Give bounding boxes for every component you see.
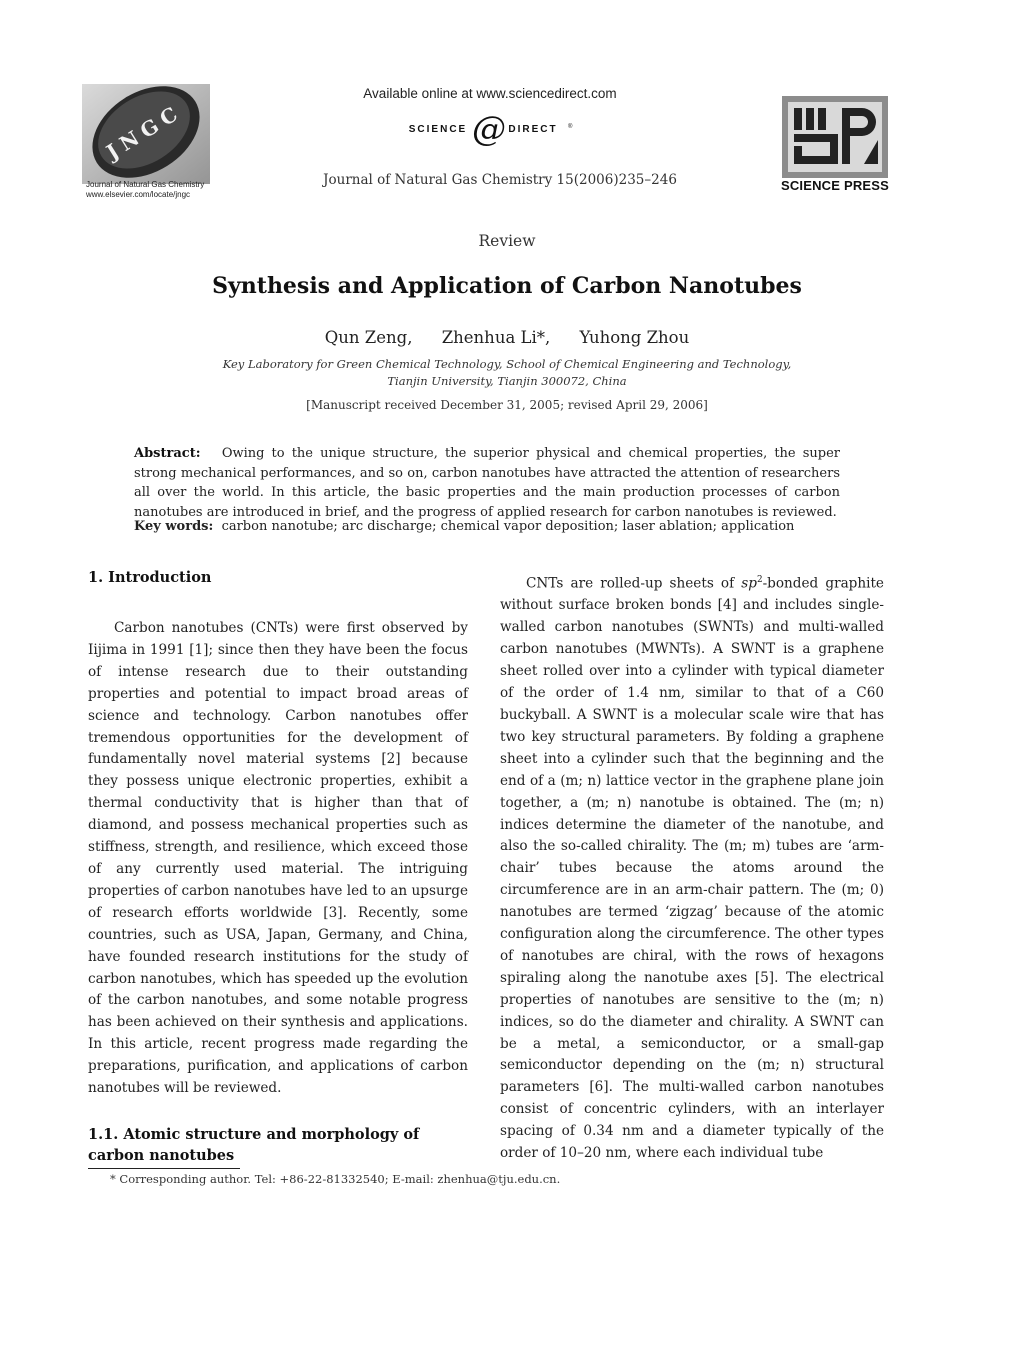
affiliation-line-1: Key Laboratory for Green Chemical Technology, School of Chemical Engineering and Technology, [222,357,792,371]
jngc-caption-journal: Journal of Natural Gas Chemistry [86,180,205,189]
section-heading-atomic-structure: 1.1. Atomic structure and morphology of carbon nanotubes [88,1126,420,1164]
author-1: Qun Zeng, [324,328,413,347]
intro-paragraph: Carbon nanotubes (CNTs) were first observed by Iijima in 1991 [1]; since then they have been the focus of intense research due to their outstanding properties and potential to impact broad areas of science and technology. Carbon nanotubes offer tremendous opportunities for the development of fundamentally novel material systems [2] because they possess unique electronic properties, exhibit a thermal conductivity that is higher than that of diamond, and possess mechanical properties such as stiffness, strength, and resilience, which exceed those of any currently used material. The intriguing properties of carbon nanotubes have led to an upsurge of research efforts worldwide [3]. Recently, some countries, such as USA, Japan, Germany, and China, have founded research institutions for the study of carbon nanotubes, which has speeded up the evolution of the carbon nanotubes, and some notable progress has been achieved on their synthesis and applications. In this article, recent progress made regarding the preparations, purification, and applications of carbon nanotubes will be reviewed. [88,620,468,1097]
structure-paragraph [500,570,884,1165]
structure-text-start: CNTs are rolled-up sheets of [526,575,742,592]
article-type: Review [478,232,536,250]
footnote: * Corresponding author. Tel: +86-22-81332540; E-mail: zhenhua@tju.edu.cn. [110,1172,561,1186]
jngc-caption [86,180,226,200]
author-2: Zhenhua Li*, [441,328,551,347]
section-heading-introduction: 1. Introduction [88,569,212,586]
sd-at-icon: @ [472,109,506,149]
keywords-label: Key words: [134,519,214,534]
sp-term: sp [741,575,757,592]
structure-text-rest: -bonded graphite without surface broken bonds [4] and includes single-walled carbon nanotubes (SWNTs) and multi-walled carbon nanotubes (MWNTs). A SWNT is a graphene sheet rolled over into a cylinder with typical diameter of the order of 1.4 nm, similar to that of a C60 buckyball. A SWNT is a molecular scale wire that has two key structural parameters. By folding a graphene sheet into a cylinder such that the beginning and the end of a (m; n) lattice vector in the graphene plane join together, a (m; n) nanotube is obtained. The (m; n) indices determine the diameter of the nanotube, and also the so-called chirality. The (m; m) tubes are ‘arm-chair’ tubes because the atoms around the circumference are in an arm-chair pattern. The (m; 0) nanotubes are termed ‘zigzag’ because of the atomic configuration along the circumference. The other types of nanotubes are chiral, with the rows of hexagons spiraling along the nanotube axes [5]. The electrical properties of nanotubes are sensitive to the (m; n) indices, so do the diameter and chirality. A SWNT can be a metal, a semiconductor, or a small-gap semiconductor depending on the (m; n) structural parameters [6]. The multi-walled carbon nanotubes consist of concentric cylinders, with an interlayer spacing of 0.34 nm and a diameter typically of the order of 10–20 nm, where each individual tube [500,575,884,1162]
abstract-label: Abstract: [134,446,201,461]
journal-citation: Journal of Natural Gas Chemistry 15(2006)235–246 [323,172,677,188]
footnote-divider [88,1168,240,1169]
sd-left-text: SCIENCE [408,124,468,135]
sciencedirect-logo [388,108,588,150]
jngc-caption-url: www.elsevier.com/locate/jngc [86,190,191,199]
affiliation-line-2: Tianjin University, Tianjin 300072, China [387,374,627,388]
author-3: Yuhong Zhou [579,328,690,347]
available-online: Available online at www.sciencedirect.com [363,86,617,101]
abstract-text: Owing to the unique structure, the superior physical and chemical properties, the super strong mechanical performances, and so on, carbon nanotubes have attracted the attention of researchers all over the world. In this article, the basic properties and the main production processes of carbon nanotubes are introduced in brief, and the progress of applied research for carbon nanotubes is reviewed. [134,446,841,520]
article-title: Synthesis and Application of Carbon Nanotubes [212,273,802,299]
abstract [134,444,840,522]
keywords [134,519,840,534]
svg-text:JNGC: JNGC [102,98,187,165]
science-press-caption: SCIENCE PRESS [780,178,890,193]
author-list [0,328,1014,347]
sd-registered-mark: ® [568,124,573,130]
manuscript-dates: [Manuscript received December 31, 2005; revised April 29, 2006] [306,398,708,412]
jngc-logo [82,84,210,184]
science-press-logo [782,96,888,178]
keywords-text: carbon nanotube; arc discharge; chemical vapor deposition; laser ablation; application [221,519,795,534]
sp-superscript: 2 [756,575,763,585]
sd-right-text: DIRECT [508,124,558,135]
